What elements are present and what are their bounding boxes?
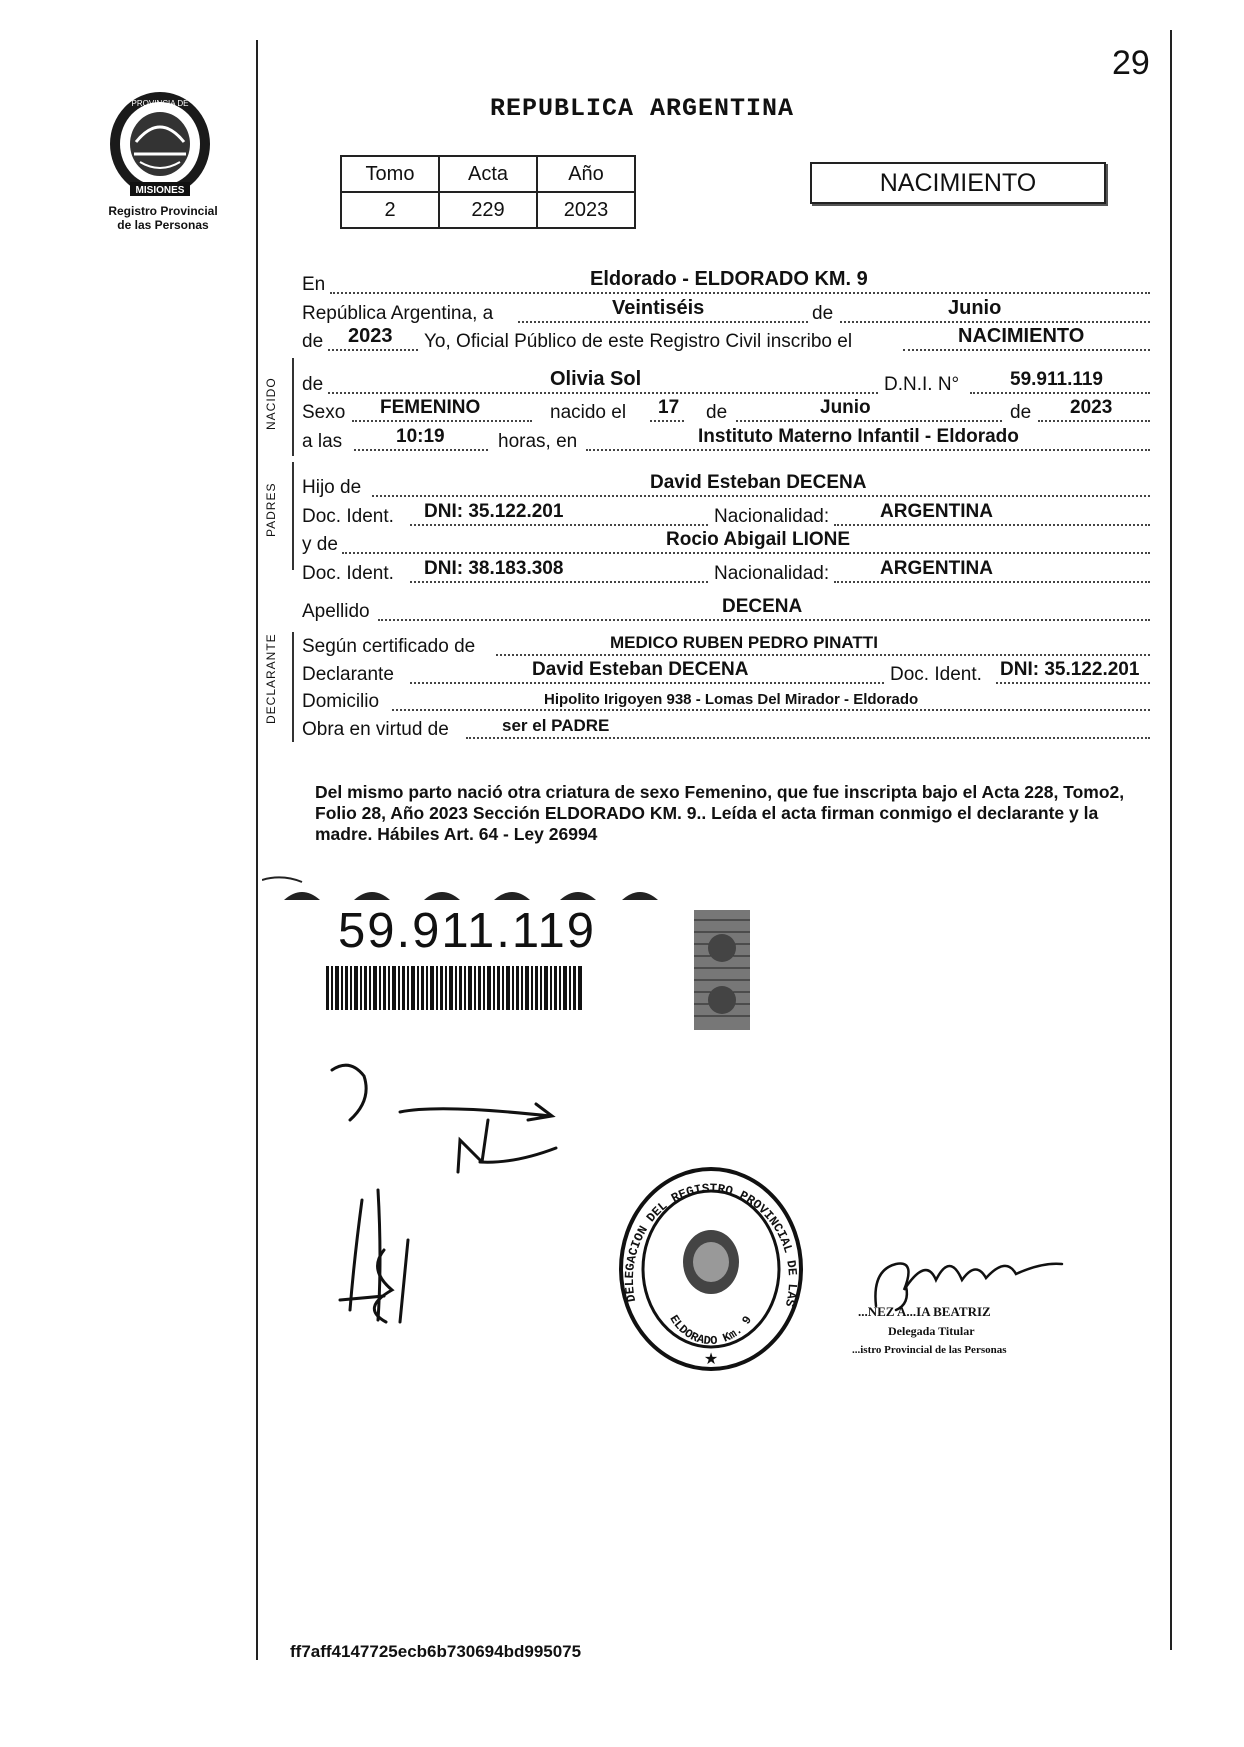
value-birth-year: 2023 xyxy=(1070,397,1113,418)
nacido-section-bar xyxy=(292,358,294,456)
value-month: Junio xyxy=(948,297,1002,319)
label-declarante: Declarante xyxy=(302,664,394,685)
value-obra: ser el PADRE xyxy=(502,716,610,735)
label-obra: Obra en virtud de xyxy=(302,719,449,740)
label-de-year: de xyxy=(302,331,324,352)
row-father-doc xyxy=(300,503,1150,529)
value-mother-doc: DNI: 38.183.308 xyxy=(424,558,564,579)
value-father-nat: ARGENTINA xyxy=(880,501,993,522)
dots-sexo xyxy=(352,420,532,422)
page-number: 29 xyxy=(1112,44,1150,82)
row-time xyxy=(300,428,1150,454)
label-declarante-doc: Doc. Ident. xyxy=(890,664,982,685)
label-de-birth-year: de xyxy=(1010,402,1032,423)
row-father xyxy=(300,474,1150,500)
value-year: 2023 xyxy=(348,325,393,347)
value-certificado: MEDICO RUBEN PEDRO PINATTI xyxy=(610,633,878,652)
header-acta: Acta xyxy=(439,156,537,192)
value-anio: 2023 xyxy=(537,192,635,228)
stamp-inner-text: ELDORADO Km. 9 xyxy=(666,1312,756,1349)
signature-office: ...istro Provincial de las Personas xyxy=(852,1344,1007,1356)
row-declarante xyxy=(300,661,1150,687)
dots-birth-month xyxy=(736,420,1002,422)
record-type-box: NACIMIENTO xyxy=(810,162,1106,204)
registry-label-line2: de las Personas xyxy=(117,218,209,232)
value-time: 10:19 xyxy=(396,426,445,447)
sticker-dni-number: 59.911.119 xyxy=(338,904,596,958)
row-mother-doc xyxy=(300,560,1150,586)
declarante-section-label: DECLARANTE xyxy=(264,633,278,724)
value-father-doc: DNI: 35.122.201 xyxy=(424,501,564,522)
record-table xyxy=(340,155,636,229)
star-icon: ★ xyxy=(703,1351,719,1368)
value-name: Olivia Sol xyxy=(550,368,642,390)
value-acta: 229 xyxy=(439,192,537,228)
declarant-signature xyxy=(320,1060,580,1340)
sticker-pattern-top xyxy=(262,877,658,900)
label-mother-nat: Nacionalidad: xyxy=(714,563,830,584)
dots-time xyxy=(354,449,488,451)
birth-note: Del mismo parto nació otra criatura de sexo Femenino, que fue inscripta bajo el Acta 228, Tomo2, Folio 28, Año 2023 Sección ELDORADO KM. 9.. Leída el acta firman conmigo el declarante y la madre. Hábiles Art. 64 - Ley 26994 xyxy=(315,782,1125,844)
label-father-nat: Nacionalidad: xyxy=(714,506,830,527)
row-republica xyxy=(300,297,1150,326)
dots-mother xyxy=(342,552,1150,554)
left-margin-line xyxy=(256,40,258,1660)
value-declarante-doc: DNI: 35.122.201 xyxy=(1000,659,1140,680)
dots-dni xyxy=(970,392,1150,394)
seal-bottom-text: MISIONES xyxy=(135,185,185,196)
label-de-name: de xyxy=(302,374,324,395)
value-father: David Esteban DECENA xyxy=(650,472,867,493)
value-declarante: David Esteban DECENA xyxy=(532,659,749,680)
label-a-las: a las xyxy=(302,431,343,452)
dots-apellido xyxy=(378,619,1150,621)
dots-obra xyxy=(466,737,1150,739)
official-stamp xyxy=(616,1164,806,1374)
label-certificado: Según certificado de xyxy=(302,636,476,657)
signature-name: ...NEZ A...IA BEATRIZ xyxy=(858,1304,991,1319)
value-en: Eldorado - ELDORADO KM. 9 xyxy=(590,268,868,290)
row-obra xyxy=(300,716,1150,742)
header-anio: Año xyxy=(537,156,635,192)
value-domicilio: Hipolito Irigoyen 938 - Lomas Del Mirador - Eldorado xyxy=(544,691,919,708)
document-hash: ff7aff4147725ecb6b730694bd995075 xyxy=(290,1642,582,1661)
value-place: Instituto Materno Infantil - Eldorado xyxy=(698,426,1019,447)
dots-month xyxy=(840,321,1150,323)
row-oficial xyxy=(300,325,1150,354)
label-father-doc: Doc. Ident. xyxy=(302,506,394,527)
dots-mother-doc xyxy=(410,581,708,583)
header-tomo: Tomo xyxy=(341,156,439,192)
dots-en xyxy=(330,292,1150,294)
stamp-outer-text: DELEGACION DEL REGISTRO PROVINCIAL DE LAS xyxy=(622,1181,799,1308)
seal-top-text: PROVINCIA DE xyxy=(131,99,189,108)
label-dni: D.N.I. N° xyxy=(884,374,960,395)
value-mother: Rocio Abigail LIONE xyxy=(666,529,851,550)
document-title: REPUBLICA ARGENTINA xyxy=(489,94,795,123)
label-domicilio: Domicilio xyxy=(302,691,380,712)
label-horas-en: horas, en xyxy=(498,431,578,452)
padres-section-label: PADRES xyxy=(264,482,278,537)
row-domicilio xyxy=(300,688,1150,714)
label-nacido-el: nacido el xyxy=(550,402,627,423)
label-sexo: Sexo xyxy=(302,402,346,423)
right-margin-line xyxy=(1170,30,1172,1650)
value-mother-nat: ARGENTINA xyxy=(880,558,993,579)
dots-domicilio xyxy=(392,709,1150,711)
dots-birth-year xyxy=(1038,420,1150,422)
dots-day xyxy=(518,321,808,323)
registry-label xyxy=(88,204,238,232)
barcode xyxy=(326,966,584,1010)
dots-mother-nat xyxy=(834,581,1150,583)
row-en xyxy=(300,268,1150,297)
dots-place xyxy=(586,449,1150,451)
row-name xyxy=(300,368,1150,397)
value-apellido: DECENA xyxy=(722,596,803,617)
value-sexo: FEMENINO xyxy=(380,397,481,418)
label-oficial: Yo, Oficial Público de este Registro Civil inscribo el xyxy=(424,331,853,352)
value-dni: 59.911.119 xyxy=(1010,369,1103,390)
row-certificado xyxy=(300,633,1150,659)
dots-year xyxy=(328,349,418,351)
dots-father xyxy=(372,495,1150,497)
nacido-section-label: NACIDO xyxy=(264,377,278,430)
row-mother xyxy=(300,531,1150,557)
registry-label-line1: Registro Provincial xyxy=(108,204,218,218)
label-en: En xyxy=(302,274,326,295)
label-hijo-de: Hijo de xyxy=(302,477,362,498)
value-day: Veintiséis xyxy=(612,297,705,319)
row-apellido xyxy=(300,598,1150,624)
dots-declarante-doc xyxy=(996,682,1150,684)
label-apellido: Apellido xyxy=(302,601,370,622)
dots-inscribe xyxy=(903,349,1150,351)
label-republica: República Argentina, a xyxy=(302,303,494,324)
value-inscribe: NACIMIENTO xyxy=(958,325,1085,347)
dots-father-doc xyxy=(410,524,708,526)
row-sexo xyxy=(300,399,1150,425)
dots-name xyxy=(328,392,878,394)
padres-section-bar xyxy=(292,462,294,570)
dots-birth-day xyxy=(650,420,684,422)
value-birth-day: 17 xyxy=(658,397,680,418)
dots-declarante xyxy=(410,682,884,684)
dots-father-nat xyxy=(834,524,1150,526)
label-de-month: de xyxy=(812,303,834,324)
label-mother-doc: Doc. Ident. xyxy=(302,563,394,584)
hologram-icon xyxy=(694,910,750,1030)
dots-certificado xyxy=(496,654,1150,656)
label-de-birth-month: de xyxy=(706,402,728,423)
signature-title: Delegada Titular xyxy=(888,1324,975,1338)
value-birth-month: Junio xyxy=(820,397,871,418)
value-tomo: 2 xyxy=(341,192,439,228)
declarante-section-bar xyxy=(292,632,294,742)
label-y-de: y de xyxy=(302,534,338,555)
